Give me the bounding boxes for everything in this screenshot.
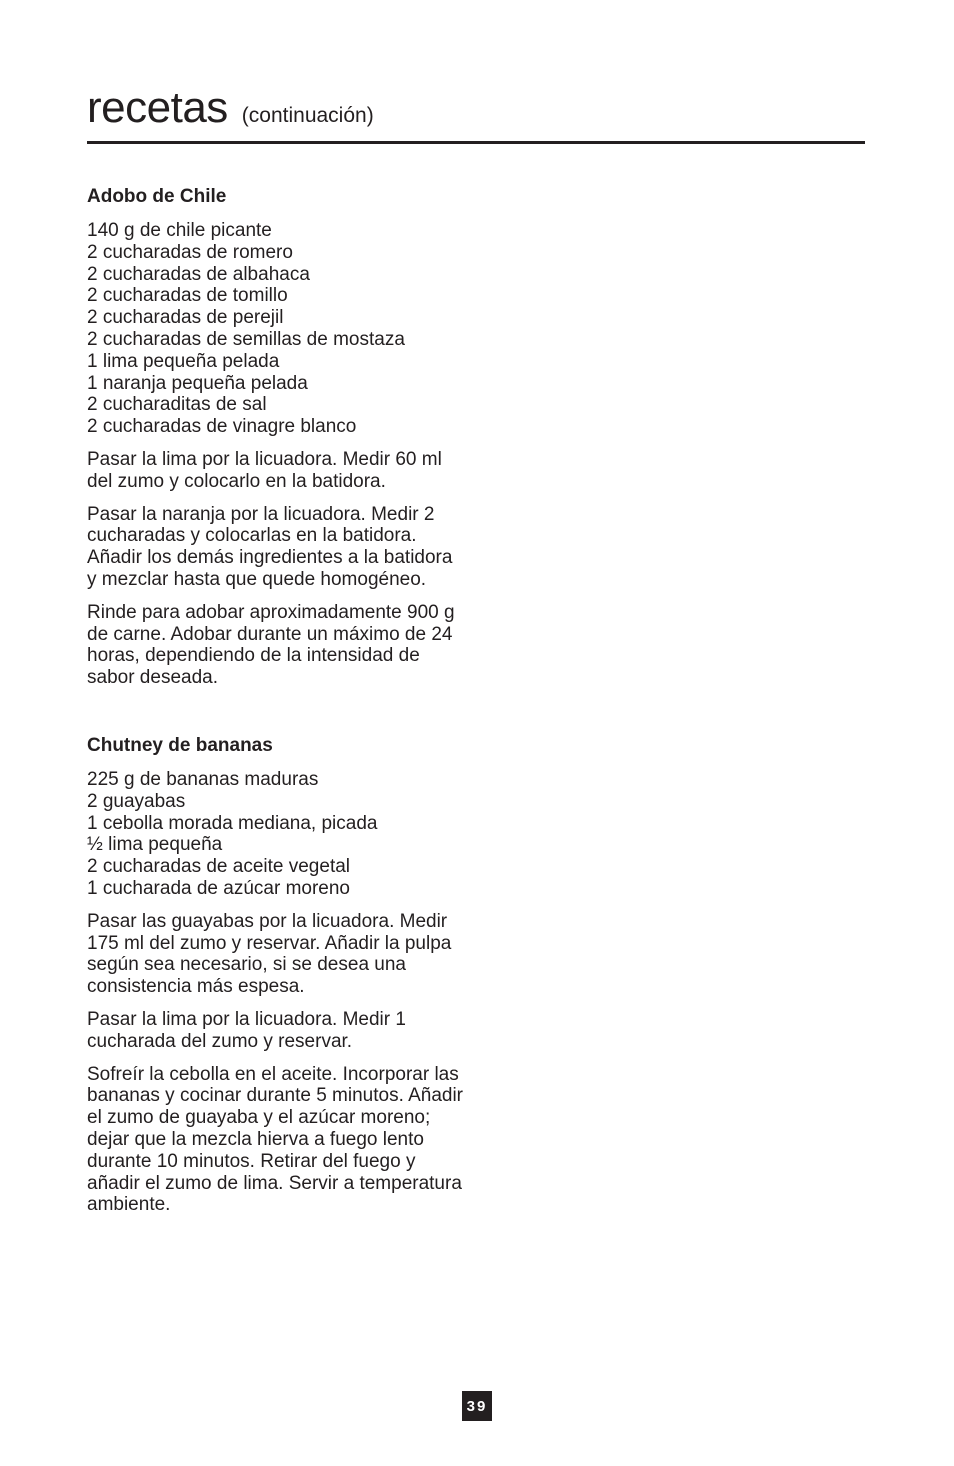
- ingredient-list: [87, 769, 467, 900]
- ingredient-item: ½ lima pequeña: [87, 834, 223, 856]
- ingredient-item: 1 lima pequeña pelada: [87, 350, 280, 372]
- page-number: 39: [462, 1391, 492, 1421]
- recipe-step: Sofreír la cebolla en el aceite. Incorporar las bananas y cocinar durante 5 minutos. Añadir el zumo de guayaba y el azúcar moreno; dejar que la mezcla hierva a fuego lento durante 10 minutos. Retirar del fuego y añadir el zumo de lima. Servir a temperatura ambiente.: [87, 1063, 464, 1216]
- ingredient-item: 2 cucharadas de semillas de mostaza: [87, 328, 405, 350]
- ingredient-item: 2 cucharadas de romero: [87, 241, 293, 263]
- ingredient-item: 1 cebolla morada mediana, picada: [87, 812, 378, 834]
- ingredient-item: 2 cucharadas de perejil: [87, 307, 284, 329]
- ingredient-item: 2 cucharadas de tomillo: [87, 285, 288, 307]
- ingredient-item: 2 guayabas: [87, 790, 186, 812]
- recipe-step: Pasar la lima por la licuadora. Medir 60 ml del zumo y colocarlo en la batidora.: [87, 448, 442, 492]
- page-title: recetas: [87, 83, 228, 132]
- recipe-title: Adobo de Chile: [87, 186, 227, 207]
- ingredient-item: 2 cucharadas de aceite vegetal: [87, 856, 351, 878]
- page-header: [87, 80, 865, 136]
- recipe-title: Chutney de bananas: [87, 735, 273, 756]
- ingredient-item: 2 cucharadas de albahaca: [87, 263, 310, 285]
- recipe-step: Rinde para adobar aproximadamente 900 g de carne. Adobar durante un máximo de 24 horas, dependiendo de la intensidad de sabor deseada.: [87, 601, 455, 689]
- header-divider: [87, 141, 865, 144]
- page-subtitle: (continuación): [241, 104, 374, 127]
- recipe-adobo-de-chile: [87, 186, 467, 700]
- ingredient-item: 2 cucharadas de vinagre blanco: [87, 416, 357, 438]
- recipe-chutney-de-bananas: [87, 735, 467, 1227]
- recipe-step: Pasar la lima por la licuadora. Medir 1 cucharada del zumo y reservar.: [87, 1008, 406, 1052]
- recipe-step: Pasar las guayabas por la licuadora. Medir 175 ml del zumo y reservar. Añadir la pulpa según sea necesario, si se desea una consistencia más espesa.: [87, 910, 452, 998]
- ingredient-list: [87, 220, 467, 438]
- title-row: [87, 80, 865, 136]
- ingredient-item: 2 cucharaditas de sal: [87, 394, 267, 416]
- ingredient-item: 140 g de chile picante: [87, 220, 272, 241]
- ingredient-item: 1 naranja pequeña pelada: [87, 372, 308, 394]
- ingredient-item: 225 g de bananas maduras: [87, 769, 319, 790]
- ingredient-item: 1 cucharada de azúcar moreno: [87, 877, 350, 899]
- recipe-step: Pasar la naranja por la licuadora. Medir 2 cucharadas y colocarlas en la batidora. Añadir los demás ingredientes a la batidora y mezclar hasta que quede homogéneo.: [87, 503, 453, 590]
